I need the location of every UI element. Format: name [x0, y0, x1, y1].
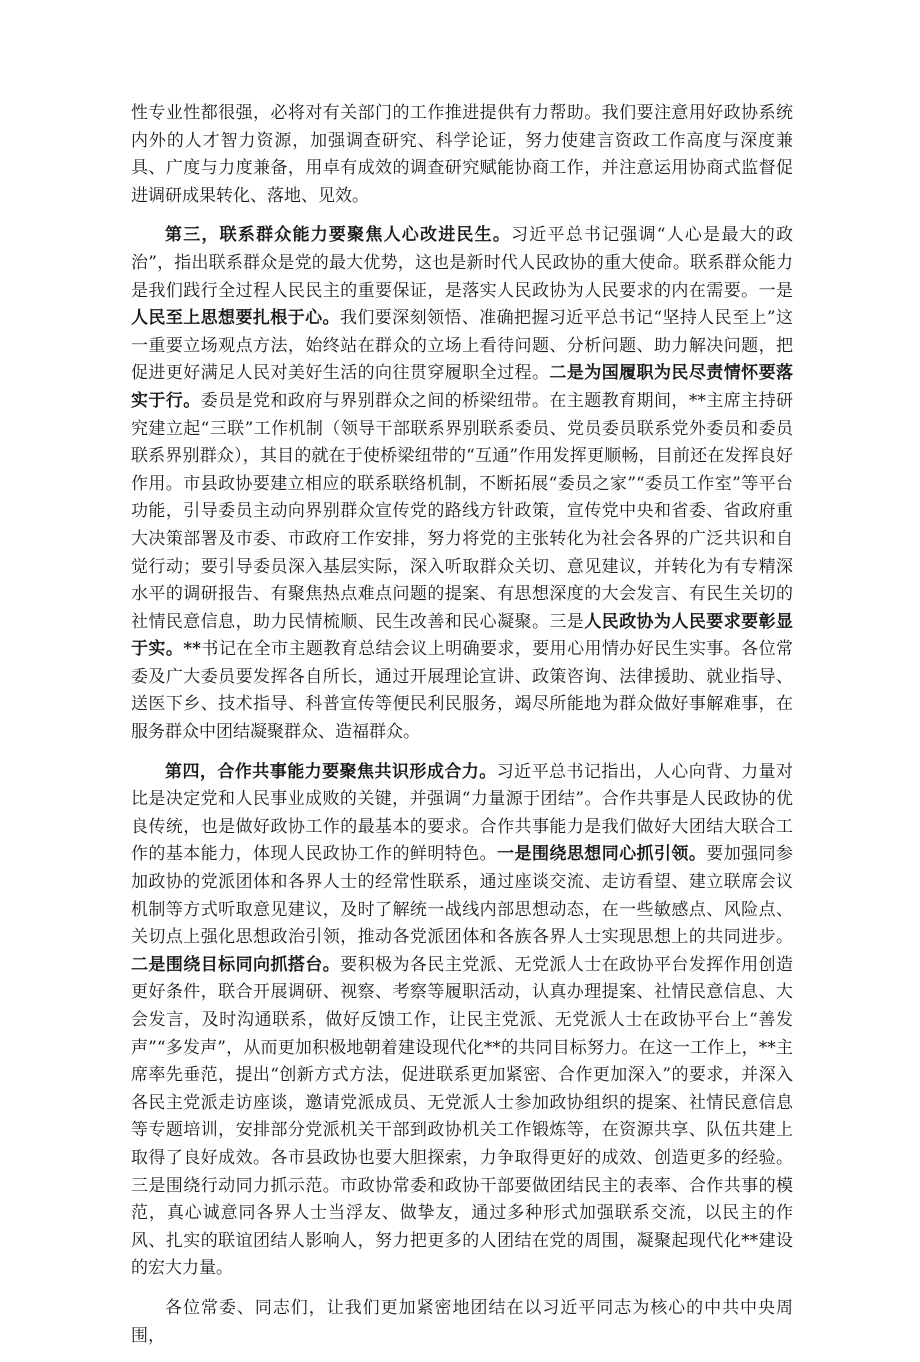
paragraph-text: 我们要深刻领悟、准确把握习近平总书记“坚持人民至上”这一重要立场观点方法，始终站在群众的立场上看待问题、分析问题、助力解决问题，把促进更好满足人民对美好生活的向往贯穿履职全过程。 [131, 308, 793, 384]
point-heading: 二是围绕目标同向抓搭台。 [131, 954, 341, 975]
paragraph-text: 书记在全市主题教育总结会议上明确要求，要用心用情办好民生实事。各位常委及广大委员要发挥各自所长，通过开展理论宣讲、政策咨询、法律援助、就业指导、送医下乡、技术指导、科普宣传等便民利民服务，竭尽所能地为群众做好事解难事，在服务群众中团结凝聚群众、造福群众。 [131, 639, 793, 743]
paragraph-text: 习近平总书记强调“人心是最大的政治”，指出联系群众是党的最大优势，这也是新时代人民政协的重大使命。联系群众能力是我们践行全过程人民民主的重要保证，是落实人民政协为人民要求的内在需要。一是 [131, 225, 793, 301]
point-heading: 一是围绕思想同心抓引领。 [497, 844, 707, 865]
paragraph-text: 委员是党和政府与界别群众之间的桥梁纽带。在主题教育期间，**主席主持研究建立起“三联”工作机制（领导干部联系界别联系委员、党员委员联系党外委员和委员联系界别群众），其目的就在于使桥梁纽带的“互通”作用发挥更顺畅，目前还在发挥良好作用。市县政协要建立相应的联系联络机制，不断拓展“委员之家”“委员工作室”等平台功能，引导委员主动向界别群众宣传党的路线方针政策，宣传党中央和省委、省政府重大决策部署及市委、市政府工作安排，努力将党的主张转化为社会各界的广泛共识和自觉行动；要引导委员深入基层实际，深入听取群众关切、意见建议，并转化为有专精深水平的调研报告、有聚焦热点难点问题的提案、有思想深度的大会发言、有民生关切的社情民意信息，助力民情梳顺、民生改善和民心凝聚。三是 [131, 390, 794, 632]
paragraph-text: 习近平总书记指出，人心向背、力量对比是决定党和人民事业成败的关键，并强调“力量源于团结”。合作共事是人民政协的优良传统，也是做好政协工作的最基本的要求。合作共事能力是我们做好大团结大联合工作的基本能力，体现人民政协工作的鲜明特色。 [131, 761, 794, 865]
document-body [131, 100, 793, 1362]
point-heading: 二是为国履职为民尽责情怀要落实于行。 [131, 363, 794, 411]
paragraph-1 [131, 100, 793, 210]
paragraph-text: 各位常委、同志们，让我们更加紧密地团结在以习近平同志为核心的中共中央周围， [131, 1297, 793, 1346]
paragraph-text: 性专业性都很强，必将对有关部门的工作推进提供有力帮助。我们要注意用好政协系统内外的人才智力资源，加强调查研究、科学论证，努力使建言资政工作高度与深度兼具、广度与力度兼备，用卓有成效的调查研究赋能协商工作，并注意运用协商式监督促进调研成果转化、落地、见效。 [131, 103, 793, 206]
paragraph-text: 要加强同参加政协的党派团体和各界人士的经常性联系，通过座谈交流、走访看望、建立联席会议机制等方式听取意见建议，及时了解统一战线内部思想动态，在一些敏感点、风险点、关切点上强化思想政治引领，推动各党派团体和各族各界人士实现思想上的共同进步。 [131, 844, 794, 948]
paragraph-4 [131, 1295, 793, 1350]
paragraph-3 [131, 759, 793, 1283]
paragraph-text: 要积极为各民主党派、无党派人士在政协平台发挥作用创造更好条件，联合开展调研、视察、考察等履职活动，认真办理提案、社情民意信息、大会发言，及时沟通联系，做好反馈工作，让民主党派、无党派人士在政协平台上“善发声”“多发声”，从而更加积极地朝着建设现代化**的共同目标努力。在这一工作上，**主席率先垂范，提出“创新方式方法，促进联系更加紧密、合作更加深入”的要求，并深入各民主党派走访座谈，邀请党派成员、无党派人士参加政协组织的提案、社情民意信息等专题培训，安排部分党派机关干部到政协机关工作锻炼等，在资源共享、队伍共建上取得了良好成效。各市县政协也要大胆探索，力争取得更好的成效、创造更多的经验。三是围绕行动同力抓示范。市政协常委和政协干部要做团结民主的表率、合作共事的模范，真心诚意同各界人士当浮友、做挚友，通过多种形式加强联系交流，以民主的作风、扎实的联谊团结人影响人，努力把更多的人团结在党的周围，凝聚起现代化**建设的宏大力量。 [131, 954, 794, 1279]
paragraph-2 [131, 222, 793, 746]
section-heading-fourth: 第四，合作共事能力要聚焦共识形成合力。 [165, 761, 497, 782]
point-heading: 人民至上思想要扎根于心。 [131, 308, 340, 329]
point-heading: 人民政协为人民要求要彰显于实。** [131, 611, 794, 660]
section-heading-third: 第三，联系群众能力要聚焦人心改进民生。 [165, 225, 512, 246]
